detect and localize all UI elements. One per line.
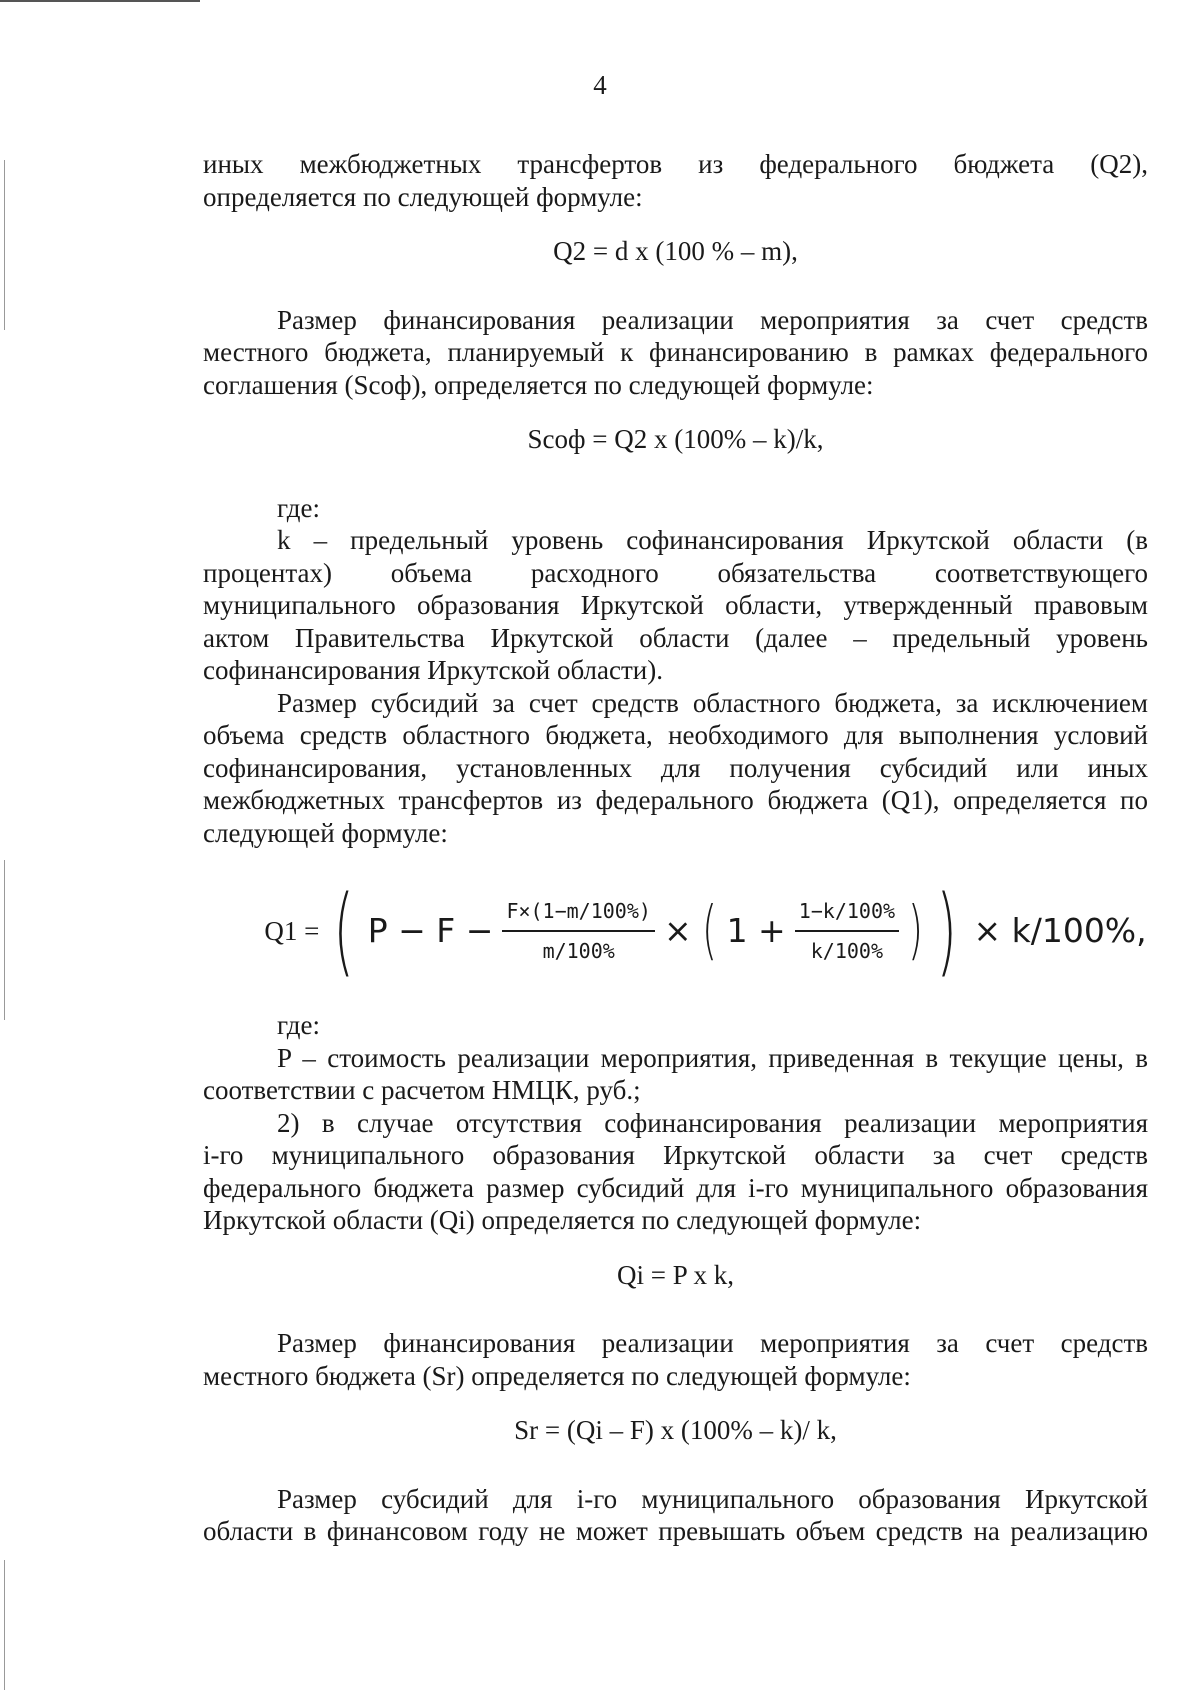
page-number: 4 [593,70,607,100]
formula-term: 1 + [726,910,786,950]
fraction [795,895,899,968]
paragraph-line: области в финансовом году не может превышать объем средств на реализацию [203,1516,1148,1546]
paragraph-line: Размер субсидий для i-го муниципального образования Иркутской [277,1483,1148,1514]
paragraph-line: местного бюджета (Sr) определяется по следующей формуле: [203,1360,911,1391]
paragraph-line: i-го муниципального образования Иркутской области за счет средств [203,1140,1148,1170]
paragraph-line: P – стоимость реализации мероприятия, приведенная в текущие цены, в [277,1042,1148,1073]
formula-lhs: Q1 = [264,915,320,946]
paragraph-line: 2) в случае отсутствия софинансирования реализации мероприятия [277,1107,1148,1138]
document-body [203,148,1148,1548]
paragraph-line: следующей формуле: [203,817,448,848]
paragraph-line: местного бюджета, планируемый к финансированию в рамках федерального [203,337,1148,367]
paragraph-line: софинансирования Иркутской области). [203,655,663,685]
paragraph-line: иных межбюджетных трансфертов из федерального бюджета (Q2), [203,149,1148,179]
formula-operator: × [663,910,692,950]
paren-close: ) [908,894,924,968]
formula-sr: Sr = (Qi – F) x (100% – k)/ k, [514,1415,837,1445]
paragraph-line: актом Правительства Иркутской области (далее – предельный уровень [203,622,1148,653]
paragraph-line: Размер финансирования реализации мероприятия за счет средств [277,304,1148,335]
paragraph-line: муниципального образования Иркутской области, утвержденный правовым [203,590,1148,620]
paragraph-line: межбюджетных трансфертов из федерального бюджета (Q1), определяется по [203,785,1148,815]
scan-margin-mark [4,1560,5,1690]
paragraph-line: федерального бюджета размер субсидий для i-го муниципального образования [203,1172,1148,1203]
paragraph-line: Иркутской области (Qi) определяется по следующей формуле: [203,1205,922,1235]
formula-q2: Q2 = d x (100 % – m), [553,236,798,266]
formula-q1 [203,875,1148,987]
paragraph-line: объема средств областного бюджета, необходимого для выполнения условий [203,720,1148,750]
fraction-numerator: 1−k/100% [795,895,899,933]
where-label: где: [277,1010,320,1040]
scan-edge-line [0,0,200,2]
paragraph-line: Размер финансирования реализации мероприятия за счет средств [277,1328,1148,1358]
where-label: где: [277,492,320,523]
fraction-denominator: m/100% [542,939,615,963]
formula-term: P − F − [367,910,494,950]
paragraph-line: софинансирования, установленных для получения субсидий или иных [203,752,1148,783]
paragraph-line: соответствии с расчетом НМЦК, руб.; [203,1075,641,1105]
fraction-numerator: F×(1−m/100%) [502,895,655,933]
paragraph-line: определяется по следующей формуле: [203,181,643,212]
paren-open: ( [333,875,355,987]
scan-margin-mark [4,160,5,330]
formula-scof: Sсоф = Q2 x (100% – k)/k, [527,424,824,454]
formula-tail: × k/100%, [973,910,1147,950]
paragraph-line: Размер субсидий за счет средств областного бюджета, за исключением [277,687,1148,718]
paragraph-line: соглашения (Sсоф), определяется по следующей формуле: [203,369,874,400]
paren-open: ( [701,894,717,968]
fraction-denominator: k/100% [810,939,883,963]
scan-margin-mark [4,860,5,1020]
fraction [502,895,655,968]
paren-close: ) [936,875,958,987]
formula-qi: Qi = P x k, [617,1259,734,1290]
paragraph-line: процентах) объема расходного обязательства соответствующего [203,557,1148,588]
paragraph-line: k – предельный уровень софинансирования Иркутской области (в [277,525,1148,555]
